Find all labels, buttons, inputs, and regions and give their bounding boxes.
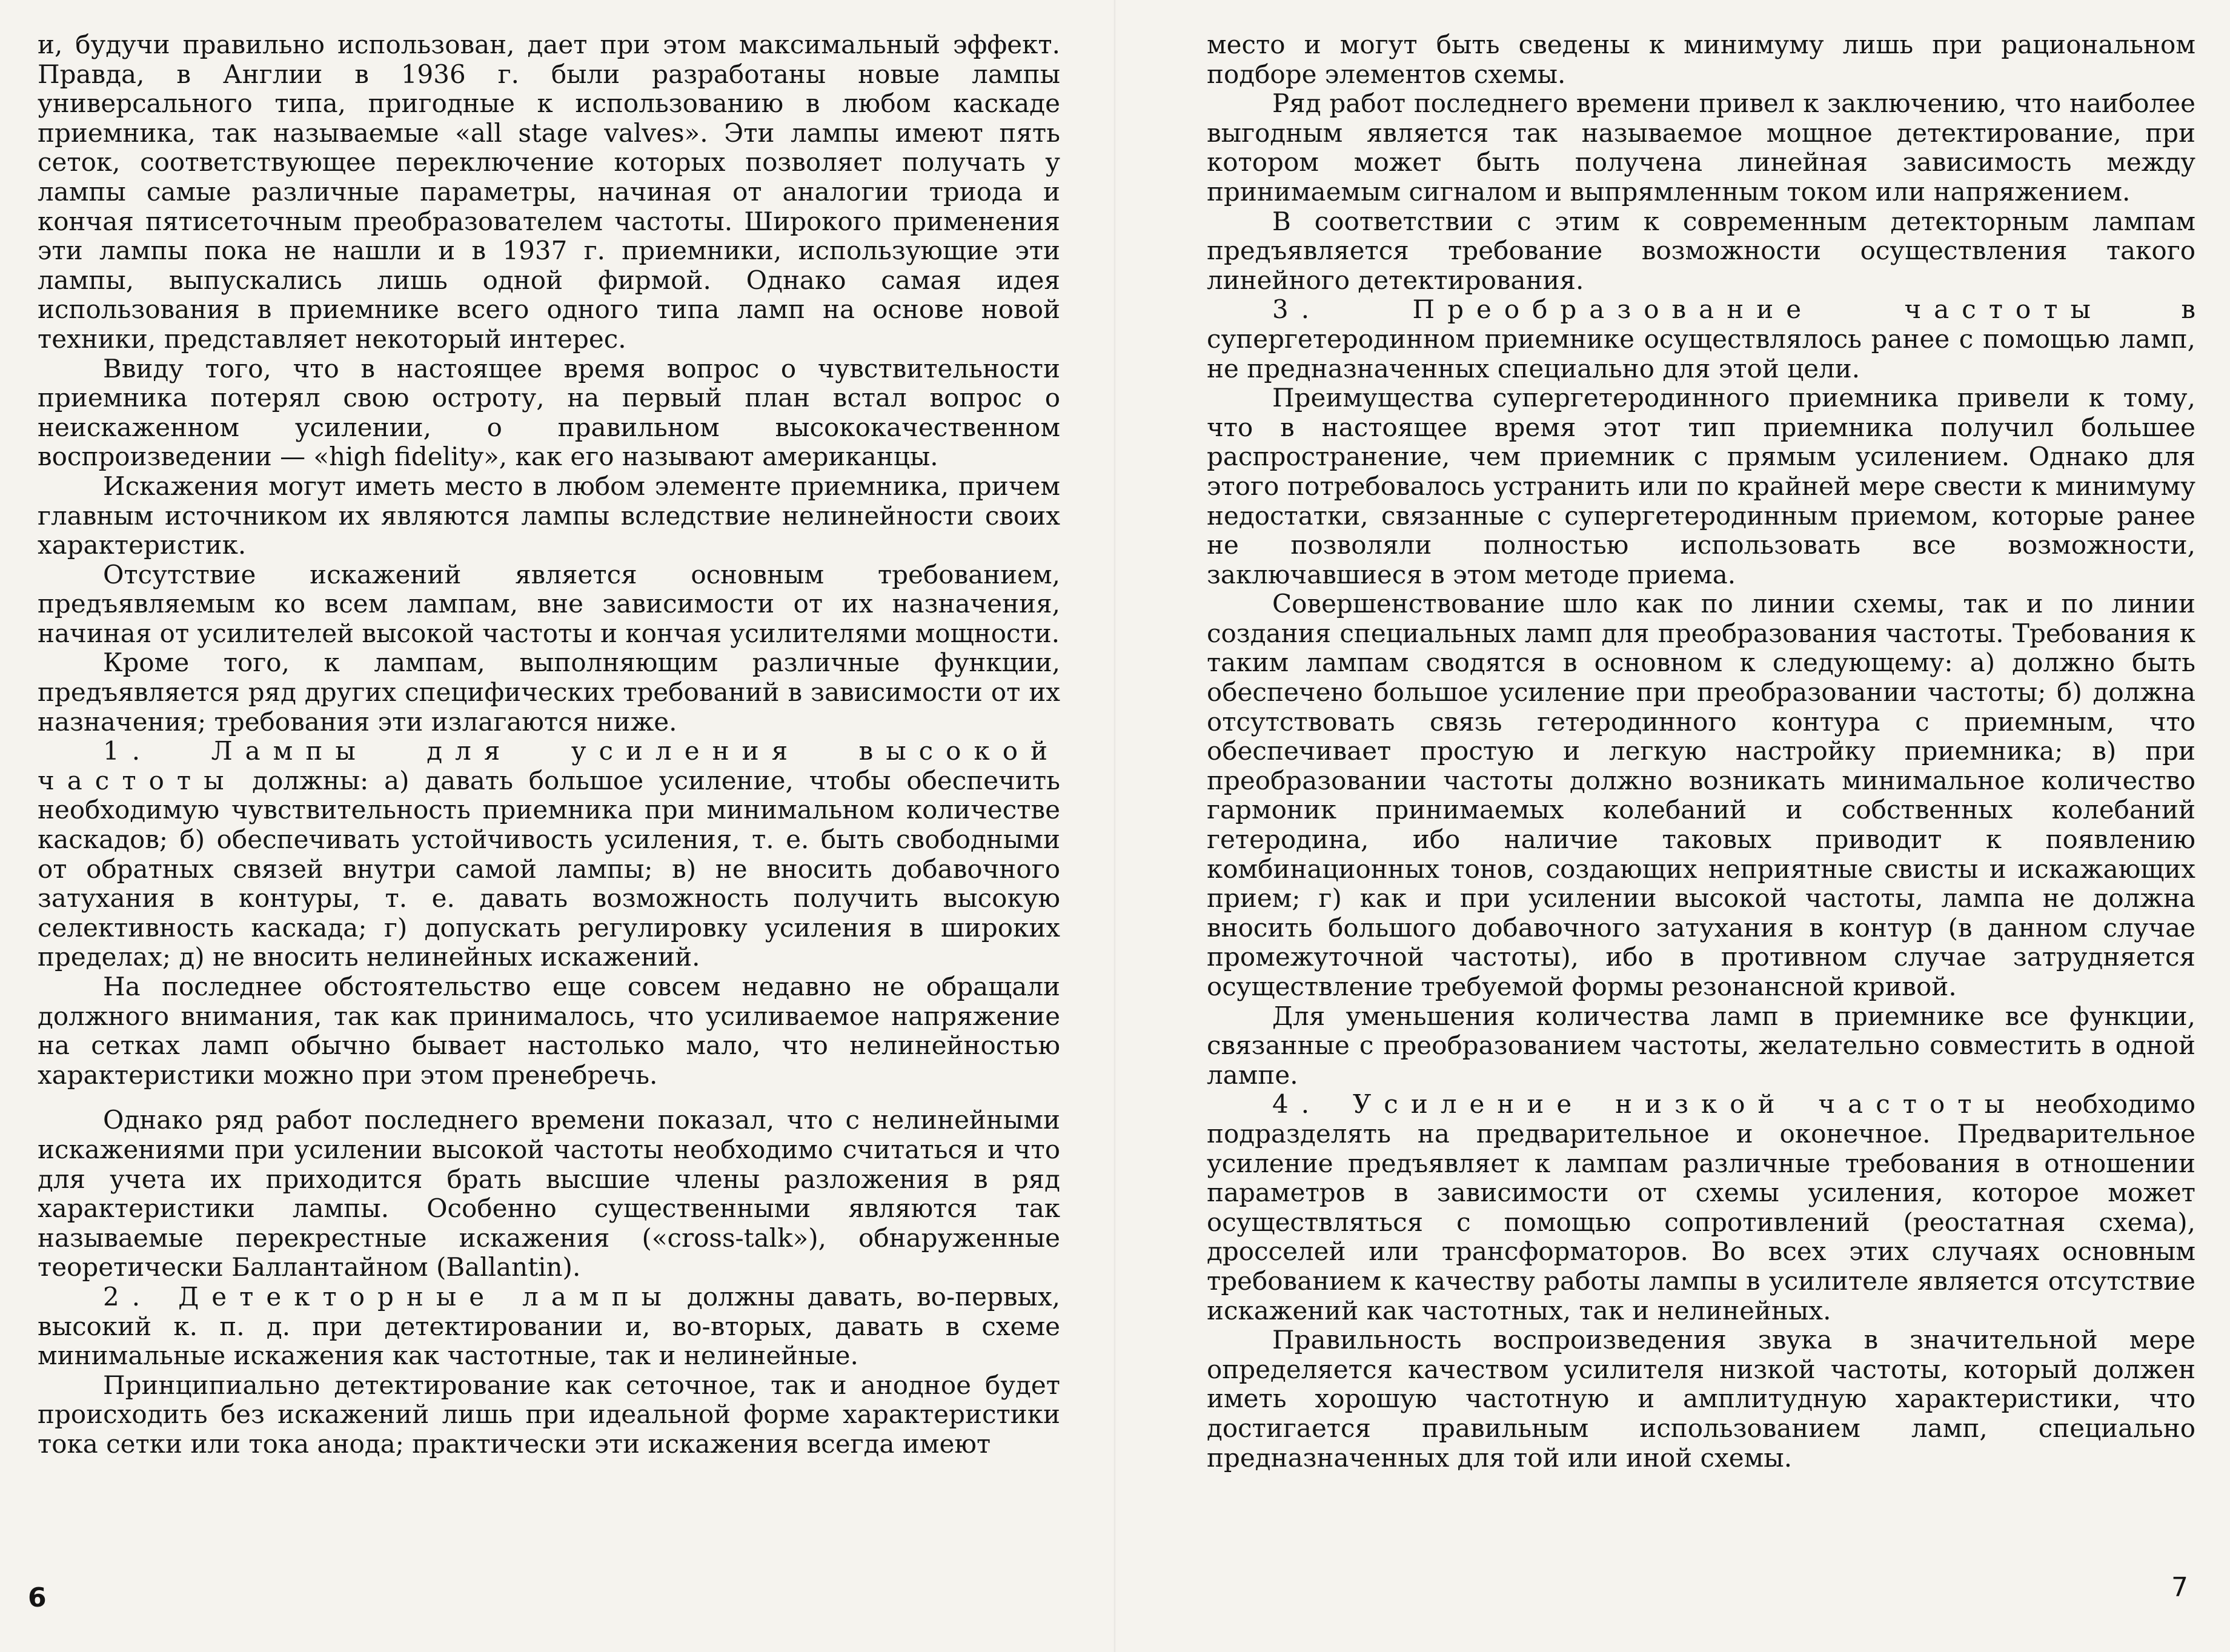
section-text: необходимо подразделять на предварительное и оконечное. Предварительное усиление предъявляет к лампам различные требования в отношении параметров в зависимости от схемы усиления, которое может осуществляться с помощью сопротивлений (реостатная схема), дросселей или трансформаторов. Во всех этих случаях основным требованием к качеству работы лампы в усилителе является отсутствие искажений как частотных, так и нелинейных. bbox=[1207, 1089, 2195, 1325]
paragraph: Отсутствие искажений является основным требованием, предъявляемым ко всем лампам, вне зависимости от их назначения, начиная от усилителей высокой частоты и кончая усилителями мощности. bbox=[38, 559, 1060, 648]
paragraph: Совершенствование шло как по линии схемы, так и по линии создания специальных ламп для преобразования частоты. Требования к таким лампам сводятся в основном к следующему: а) должно быть обеспечено большое усиление при преобразовании частоты; б) должна отсутствовать связь гетеродинного контура с приемным, что обеспечивает простую и легкую настройку приемника; в) при преобразовании частоты должно возникать минимальное количество гармоник принимаемых колебаний и собственных колебаний гетеродина, ибо наличие таковых приводит к появлению комбинационных тонов, создающих неприятные свисты и искажающих прием; г) как и при усилении высокой частоты, лампа не должна вносить большого добавочного затухания в контур (в данном случае промежуточной частоты), ибо в противном случае затрудняется осуществление требуемой формы резонансной кривой. bbox=[1207, 589, 2195, 1001]
paragraph: Кроме того, к лампам, выполняющим различные функции, предъявляется ряд других специфических требований в зависимости от их назначения; требования эти излагаются ниже. bbox=[38, 648, 1060, 737]
paragraph: Искажения могут иметь место в любом элементе приемника, причем главным источником их являются лампы вследствие нелинейности своих характеристик. bbox=[38, 471, 1060, 560]
section-item-2 bbox=[38, 1282, 1060, 1371]
paragraph: Преимущества супергетеродинного приемника привели к тому, что в настоящее время этот тип приемника получил большее распространение, чем приемник с прямым усилением. Однако для этого потребовалось устранить или по крайней мере свести к минимуму недостатки, связанные с супергетеродинным приемом, которые ранее не позволяли полностью использовать все возможности, заключавшиеся в этом методе приема. bbox=[1207, 383, 2195, 589]
section-item-1 bbox=[38, 737, 1060, 972]
section-item-3 bbox=[1207, 295, 2195, 383]
paragraph: Для уменьшения количества ламп в приемнике все функции, связанные с преобразованием частоты, желательно совместить в одной лампе. bbox=[1207, 1001, 2195, 1090]
paragraph: В соответствии с этим к современным детекторным лампам предъявляется требование возможности осуществления такого линейного детектирования. bbox=[1207, 206, 2195, 295]
page-number: 6 bbox=[28, 1582, 47, 1613]
paragraph: Однако ряд работ последнего времени показал, что с нелинейными искажениями при усилении высокой частоты необходимо считаться и что для учета их приходится брать высшие члены разложения в ряд характеристики лампы. Особенно существенными являются так называемые перекрестные искажения («cross-talk»), обнаруженные теоретически Баллантайном (Ballantin). bbox=[38, 1105, 1060, 1282]
paragraph: Принципиально детектирование как сеточное, так и анодное будет происходить без искажений лишь при идеальной форме характеристики тока сетки или тока анода; практически эти искажения всегда имеют bbox=[38, 1370, 1060, 1459]
section-text: должны давать, во-первых, высокий к. п. д. при детектировании и, во-вторых, давать в схеме минимальные искажения как частотные, так и нелинейные. bbox=[38, 1281, 1060, 1371]
section-text: должны: а) давать большое усиление, чтобы обеспечить необходимую чувствительность приемника при минимальном количестве каскадов; б) обеспечивать устойчивость усиления, т. е. быть свободными от обратных связей внутри самой лампы; в) не вносить добавочного затухания в контуры, т. е. давать возможность получить высокую селективность каскада; г) допускать регулировку усиления в широких пределах; д) не вносить нелинейных искажений. bbox=[38, 765, 1060, 972]
section-item-4 bbox=[1207, 1090, 2195, 1325]
right-page bbox=[1207, 30, 2195, 1605]
book-gutter bbox=[1113, 0, 1116, 1652]
paragraph: место и могут быть сведены к минимуму лишь при рациональном подборе элементов схемы. bbox=[1207, 30, 2195, 89]
paragraph: На последнее обстоятельство еще совсем недавно не обращали должного внимания, так как принималось, что усиливаемое напряжение на сетках ламп обычно бывает настолько мало, что нелинейностью характеристики можно при этом пренебречь. bbox=[38, 972, 1060, 1090]
paragraph: и, будучи правильно использован, дает при этом максимальный эффект. Правда, в Англии в 1936 г. были разработаны новые лампы универсального типа, пригодные к использованию в любом каскаде приемника, так называемые «all stage valves». Эти лампы имеют пять сеток, соответствующее переключение которых позволяет получать у лампы самые различные параметры, начиная от аналогии триода и кончая пятисеточным преобразователем частоты. Широкого применения эти лампы пока не нашли и в 1937 г. приемники, использующие эти лампы, выпускались лишь одной фирмой. Однако самая идея использования в приемнике всего одного типа ламп на основе новой техники, представляет некоторый интерес. bbox=[38, 30, 1060, 354]
page-number: 7 bbox=[2171, 1572, 2188, 1603]
section-heading: 1. Лампы для усиления высокой частоты bbox=[38, 736, 1060, 795]
left-page bbox=[38, 30, 1060, 1605]
left-page-text bbox=[38, 30, 1060, 1459]
section-heading: 3. Преобразование частоты bbox=[1272, 294, 2103, 325]
section-heading: 2. Детекторные лампы bbox=[103, 1281, 674, 1312]
section-text: в супергетеродинном приемнике осуществлялось ранее с помощью ламп, не предназначенных специально для этой цели. bbox=[1207, 294, 2196, 383]
right-page-text bbox=[1207, 30, 2195, 1473]
paragraph: Правильность воспроизведения звука в значительной мере определяется качеством усилителя низкой частоты, который должен иметь хорошую частотную и амплитудную характеристики, что достигается правильным использованием ламп, специально предназначенных для той или иной схемы. bbox=[1207, 1325, 2195, 1473]
paragraph: Ряд работ последнего времени привел к заключению, что наиболее выгодным является так называемое мощное детектирование, при котором может быть получена линейная зависимость между принимаемым сигналом и выпрямленным током или напряжением. bbox=[1207, 88, 2195, 207]
paragraph: Ввиду того, что в настоящее время вопрос о чувствительности приемника потерял свою остроту, на первый план встал вопрос о неискаженном усилении, о правильном высококачественном воспроизведении — «high fidelity», как его называют американцы. bbox=[38, 353, 1060, 472]
section-heading: 4. Усиление низкой частоты bbox=[1272, 1089, 2017, 1120]
